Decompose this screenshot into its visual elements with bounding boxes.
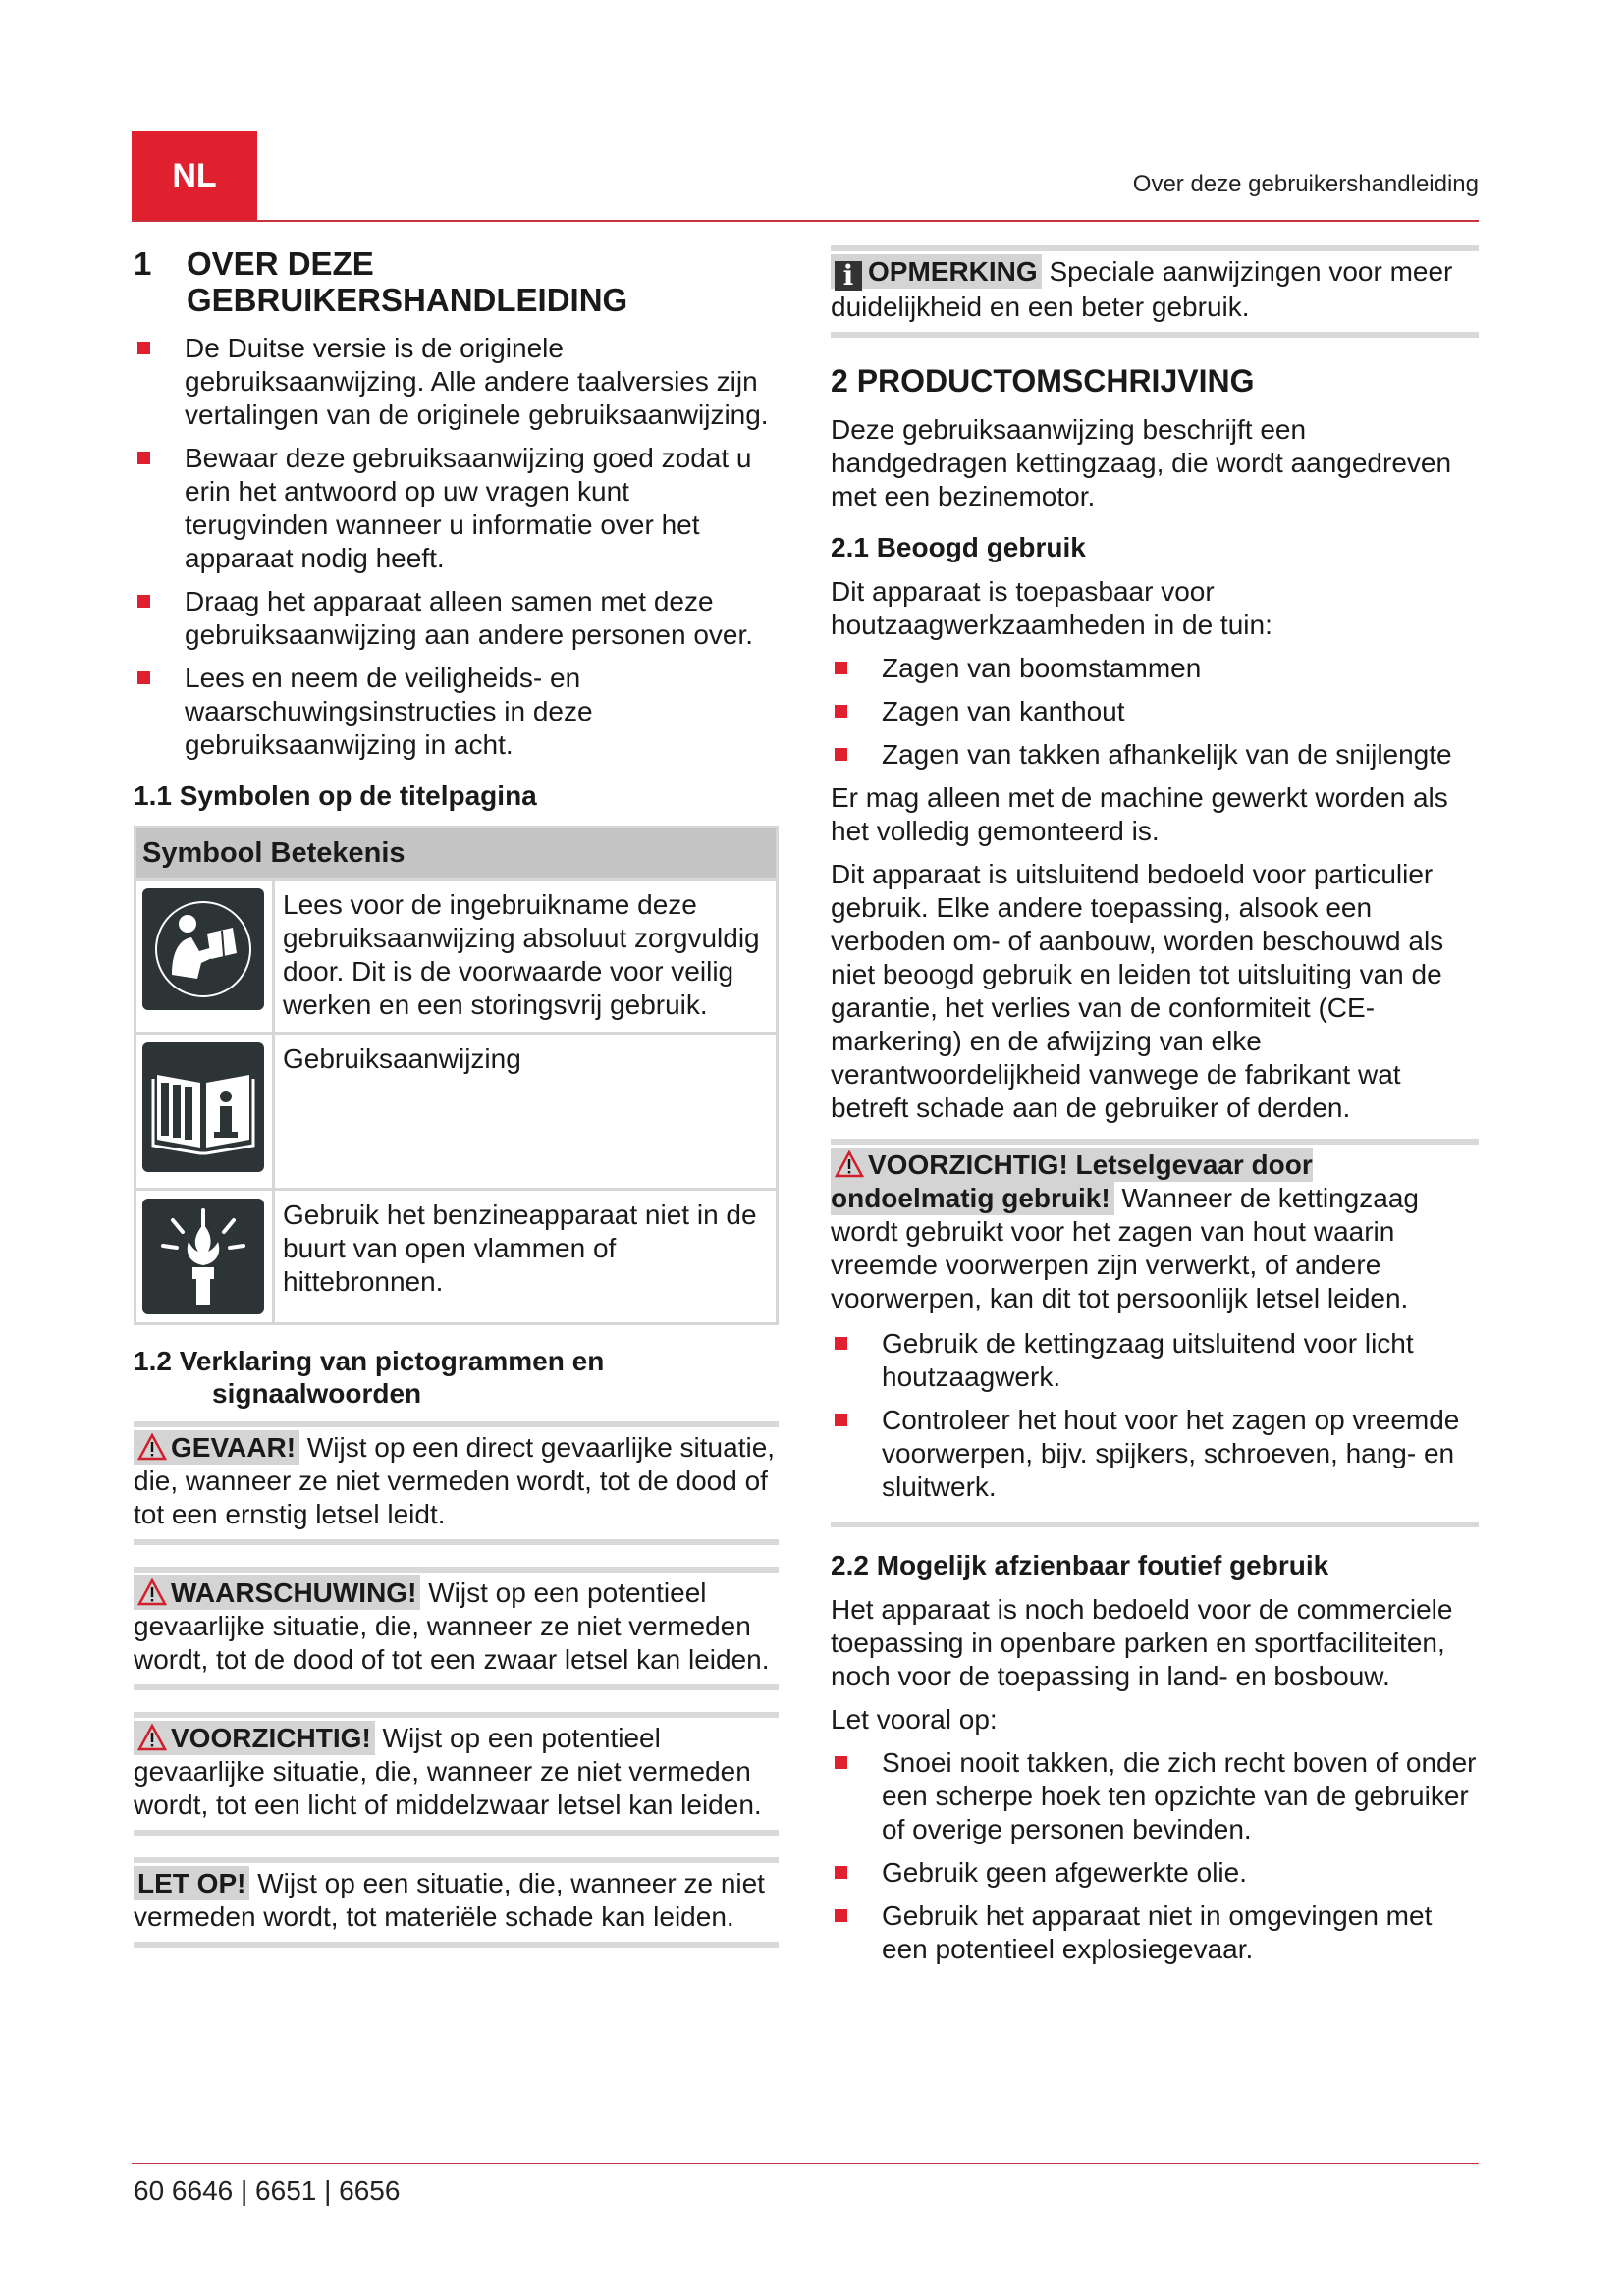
table-header: Symbool Betekenis [135,828,778,880]
open-flame-icon [142,1199,264,1314]
footer-model-numbers: 60 6646 | 6651 | 6656 [134,2175,401,2206]
warning-triangle-icon [137,1578,167,1606]
footer-divider [132,2163,1479,2164]
list-item: Draag het apparaat alleen samen met deze gebruiksaanwijzing aan andere personen over. [134,585,779,652]
info-icon: i [835,261,862,291]
list-item: Controleer het hout voor het zagen op vreemde voorwerpen, bijv. spijkers, schroeven, hang- en sluitwerk. [831,1404,1479,1504]
warning-triangle-icon [137,1724,167,1751]
section-2-1-intro: Dit apparaat is toepasbaar voor houtzaagwerkzaamheden in de tuin: [831,576,1272,640]
section-1-heading: 1 OVER DEZE GEBRUIKERSHANDLEIDING [134,245,628,318]
list-item: Snoei nooit takken, die zich recht boven of onder een scherpe hoek ten opzichte van de gebruiker of overige personen bevinden. [831,1746,1479,1846]
section-2-2-heading: 2.2 Mogelijk afzienbaar foutief gebruik [831,1550,1329,1580]
symbol-meaning: Lees voor de ingebruikname deze gebruiksaanwijzing absoluut zorgvuldig door. Dit is de voorwaarde voor veilig werken en een storingsvrij gebruik. [274,880,778,1034]
language-tab: NL [132,131,257,221]
caution-bullets [831,1327,1479,1504]
list-item: Gebruik geen afgewerkte olie. [831,1856,1479,1890]
list-item: De Duitse versie is de originele gebruiksaanwijzing. Alle andere taalversies zijn vertalingen van de originele gebruiksaanwijzing. [134,332,779,432]
section-1-1-heading: 1.1 Symbolen op de titelpagina [134,780,537,811]
table-row [135,880,778,1034]
attention-notice: LET OP! Wijst op een situatie, die, wanneer ze niet vermeden wordt, tot materiële schade kan leiden. [134,1857,779,1948]
list-item: Bewaar deze gebruiksaanwijzing goed zodat u erin het antwoord op uw vragen kunt terugvinden wanneer u informatie over het apparaat nodig heeft. [134,442,779,575]
right-column [831,245,1479,1976]
header-divider [132,220,1479,222]
manual-info-icon [142,1042,264,1172]
danger-notice: GEVAAR! Wijst op een direct gevaarlijke situatie, die, wanneer ze niet vermeden wordt, tot de dood of tot een ernstig letsel leidt. [134,1421,779,1545]
section-1-bullets [134,332,779,762]
paragraph: Het apparaat is noch bedoeld voor de commerciele toepassing in openbare parken en sportfaciliteiten, noch voor de toepassing in land- en bosbouw. [831,1594,1453,1691]
misuse-bullets [831,1746,1479,1966]
paragraph: Let vooral op: [831,1704,998,1735]
list-item: Zagen van takken afhankelijk van de snijlengte [831,738,1479,772]
caution-notice: VOORZICHTIG! Wijst op een potentieel gevaarlijke situatie, die, wanneer ze niet vermeden wordt, tot een licht of middelzwaar letsel kan leiden. [134,1712,779,1836]
read-manual-icon [142,888,264,1010]
misuse-caution-notice: VOORZICHTIG! Letselgevaar door ondoelmatig gebruik! Wanneer de kettingzaag wordt gebruikt voor het zagen van hout waarin vreemde voorwerpen zijn verwerkt, of andere voorwerpen, kan dit tot persoonlijk letsel leiden. Gebruik de kettingzaag uitsluitend voor licht houtzaagwerk. Controleer het hout voor het zagen op vreemde voorwerpen, bijv. spijkers, schroeven, hang- en sluitwerk. [831,1139,1479,1527]
warning-triangle-icon [137,1433,167,1461]
intended-use-bullets [831,652,1479,772]
section-1-2-heading: 1.2 Verklaring van pictogrammen en signaalwoorden [134,1346,605,1409]
list-item: Zagen van boomstammen [831,652,1479,685]
list-item: Gebruik het apparaat niet in omgevingen met een potentieel explosiegevaar. [831,1899,1479,1966]
table-row [135,1034,778,1190]
list-item: Lees en neem de veiligheids- en waarschuwingsinstructies in deze gebruiksaanwijzing in acht. [134,662,779,762]
symbol-meaning: Gebruik het benzineapparaat niet in de buurt van open vlammen of hittebronnen. [274,1190,778,1324]
section-2-1-heading: 2.1 Beoogd gebruik [831,532,1086,562]
section-2-heading: 2 PRODUCTOMSCHRIJVING [831,363,1255,399]
warning-notice: WAARSCHUWING! Wijst op een potentieel gevaarlijke situatie, die, wanneer ze niet vermeden wordt, tot de dood of tot een zwaar letsel kan leiden. [134,1567,779,1690]
warning-triangle-icon [835,1150,864,1178]
table-row [135,1190,778,1324]
header-title: Over deze gebruikershandleiding [1132,171,1479,197]
section-2-intro: Deze gebruiksaanwijzing beschrijft een handgedragen kettingzaag, die wordt aangedreven met een bezinemotor. [831,414,1452,511]
symbols-table [134,826,779,1325]
note-notice: i OPMERKING Speciale aanwijzingen voor meer duidelijkheid en een beter gebruik. [831,245,1479,338]
paragraph: Dit apparaat is uitsluitend bedoeld voor particulier gebruik. Elke andere toepassing, alsook een verboden om- of aanbouw, worden beschouwd als niet beoogd gebruik en leiden tot uitsluiting van de garantie, het verlies van de conformiteit (CE-markering) en de afwijzing van elke verantwoordelijkheid vanwege de fabrikant wat betreft schade aan de gebruiker of derden. [831,859,1444,1123]
list-item: Gebruik de kettingzaag uitsluitend voor licht houtzaagwerk. [831,1327,1479,1394]
list-item: Zagen van kanthout [831,695,1479,728]
symbol-meaning: Gebruiksaanwijzing [274,1034,778,1190]
left-column [134,245,779,1969]
paragraph: Er mag alleen met de machine gewerkt worden als het volledig gemonteerd is. [831,782,1448,846]
